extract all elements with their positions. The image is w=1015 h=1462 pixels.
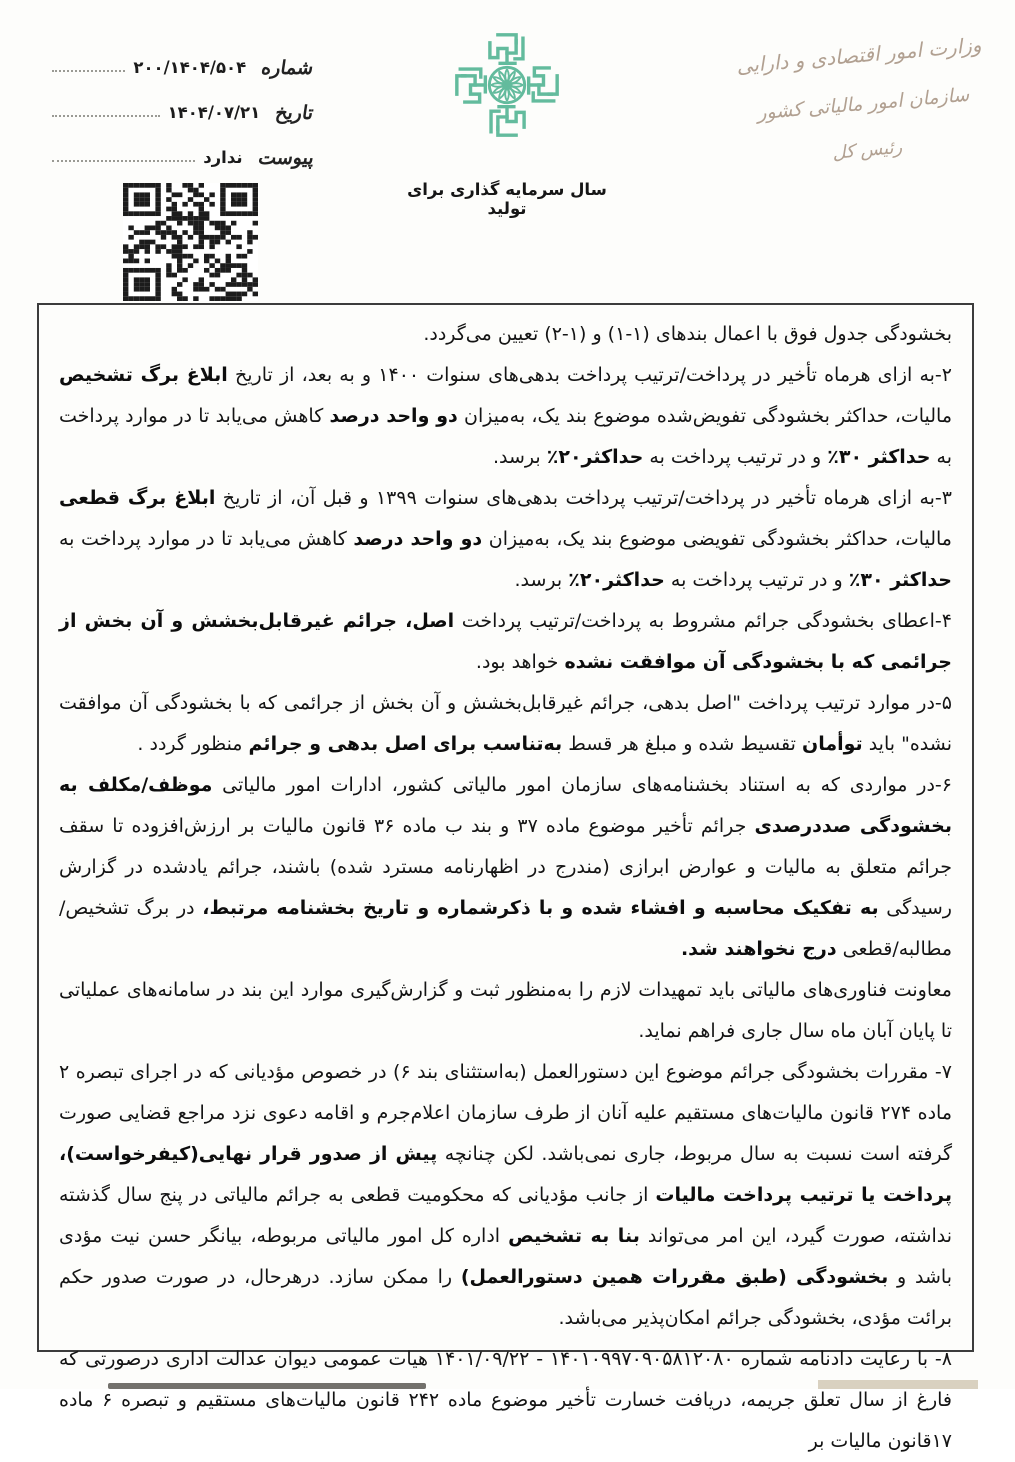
attachment-row [52,124,312,169]
number-row [52,34,312,79]
directive-body-box [37,303,974,1452]
cutoff-fragment-left [108,1383,426,1389]
paragraph: ۶-در مواردی که به استناد بخشنامه‌های سازمان امور مالیاتی کشور، ادارات امور مالیاتی موظف/مکلف به بخشودگی صددرصدی جرائم تأخیر موضوع ماده ۳۷ و بند ب ماده ۳۶ قانون مالیات بر ارزش‌افزوده تا سقف جرائم متعلق به مالیات و عوارض ابرازی (مندرج در اظهارنامه مسترد شده) باشند، جرائم یادشده در گزارش رسیدگی به تفکیک محاسبه و افشاء شده و با ذکرشماره و تاریخ بخشنامه مرتبط، در برگ تشخیص/مطالبه/قطعی درج نخواهند شد. [59,774,953,960]
paragraph: بخشودگی جدول فوق با اعمال بندهای (۱-۱) و (۱-۲) تعیین می‌گردد. [423,323,952,345]
date-label: تاریخ [273,102,314,124]
paragraph: ۸- با رعایت دادنامه شماره ۱۴۰۱۰۹۹۷۰۹۰۵۸۱۲۰۸۰ - ۱۴۰۱/۰۹/۲۲ هیات عمومی دیوان عدالت اداری درصورتی که فارغ از سال تعلق جریمه، دریافت خسارت تأخیر موضوع ماده ۲۴۲ قانون مالیات‌های مستقیم و تبصره ۶ ماده ۱۷قانون مالیات بر [59,1348,953,1452]
tax-organization-title: سازمان امور مالیاتی کشور [756,83,971,125]
tax-administration-emblem-icon [450,26,564,144]
date-value: ۱۴۰۴/۰۷/۲۱ [167,103,261,122]
number-label: شماره [259,57,314,79]
letterhead-meta [52,34,312,169]
dotted-line [52,70,125,72]
cutoff-fragment-right [818,1380,978,1389]
paragraph: ۲-به ازای هرماه تأخیر در پرداخت/ترتیب پرداخت بدهی‌های سنوات ۱۴۰۰ و به بعد، از تاریخ ابلاغ برگ تشخیص مالیات، حداکثر بخشودگی تفویض‌شده موضوع بند یک، به‌میزان دو واحد درصد کاهش می‌یابد تا در موارد پرداخت به حداکثر ۳۰٪ و در ترتیب پرداخت به حداکثر۲۰٪ برسد. [59,364,952,468]
paragraph: ۵-در موارد ترتیب پرداخت "اصل بدهی، جرائم غیرقابل‌بخشش و آن بخش از جرائمی که با بخشودگی آن موافقت نشده" باید توأمان تقسیط شده و مبلغ هر قسط به‌تناسب برای اصل بدهی و جرائم منظور گردد . [59,692,952,755]
qr-code [123,183,258,301]
directive-text [59,314,952,1462]
director-general-title: رئیس کل [831,136,904,164]
ministry-title: وزارت امور اقتصادی و دارایی [735,32,983,78]
organization-letterhead [729,19,997,185]
production-year-slogan: سال سرمایه گذاری برای تولید [407,180,607,218]
paragraph: ۷- مقررات بخشودگی جرائم موضوع این دستورالعمل (به‌استثنای بند ۶) در خصوص مؤدیانی که در اجرای تبصره ۲ ماده ۲۷۴ قانون مالیات‌های مستقیم علیه آنان از طرف سازمان اعلام‌جرم و اقامه دعوی نزد مراجع قضایی صورت گرفته است نسبت به سال مربوط، جاری نمی‌باشد. لکن چنانچه پیش از صدور قرار نهایی(کیفرخواست)، پرداخت یا ترتیب پرداخت مالیات از جانب مؤدیانی که محکومیت قطعی به جرائم مالیاتی در پنج سال گذشته نداشته، صورت گیرد، این امر می‌تواند بنا به تشخیص اداره کل امور مالیاتی مربوطه، بیانگر حسن نیت مؤدی باشد و بخشودگی (طبق مقررات همین دستورالعمل) را ممکن سازد. درهرحال، در صورت صدور حکم برائت مؤدی، بخشودگی جرائم امکان‌پذیر می‌باشد. [59,1061,953,1329]
dotted-line [52,160,195,162]
attachment-label: پیوست [255,147,314,169]
number-value: ۲۰۰/۱۴۰۴/۵۰۴ [133,58,247,77]
dotted-line [52,115,160,117]
date-row [52,79,312,124]
attachment-value: ندارد [203,148,243,167]
paragraph: ۳-به ازای هرماه تأخیر در پرداخت/ترتیب پرداخت بدهی‌های سنوات ۱۳۹۹ و قبل آن، از تاریخ ابلاغ برگ قطعی مالیات، حداکثر بخشودگی تفویضی موضوع بند یک، به‌میزان دو واحد درصد کاهش می‌یابد تا در موارد پرداخت به حداکثر ۳۰٪ و در ترتیب پرداخت به حداکثر۲۰٪ برسد. [59,487,952,591]
paragraph: معاونت فناوری‌های مالیاتی باید تمهیدات لازم را به‌منظور ثبت و گزارش‌گیری موارد این بند در سامانه‌های عملیاتی تا پایان آبان ماه سال جاری فراهم نماید. [59,979,952,1042]
paragraph: ۴-اعطای بخشودگی جرائم مشروط به پرداخت/ترتیب پرداخت اصل، جرائم غیرقابل‌بخشش و آن بخش از جرائمی که با بخشودگی آن موافقت نشده خواهد بود. [59,610,952,673]
